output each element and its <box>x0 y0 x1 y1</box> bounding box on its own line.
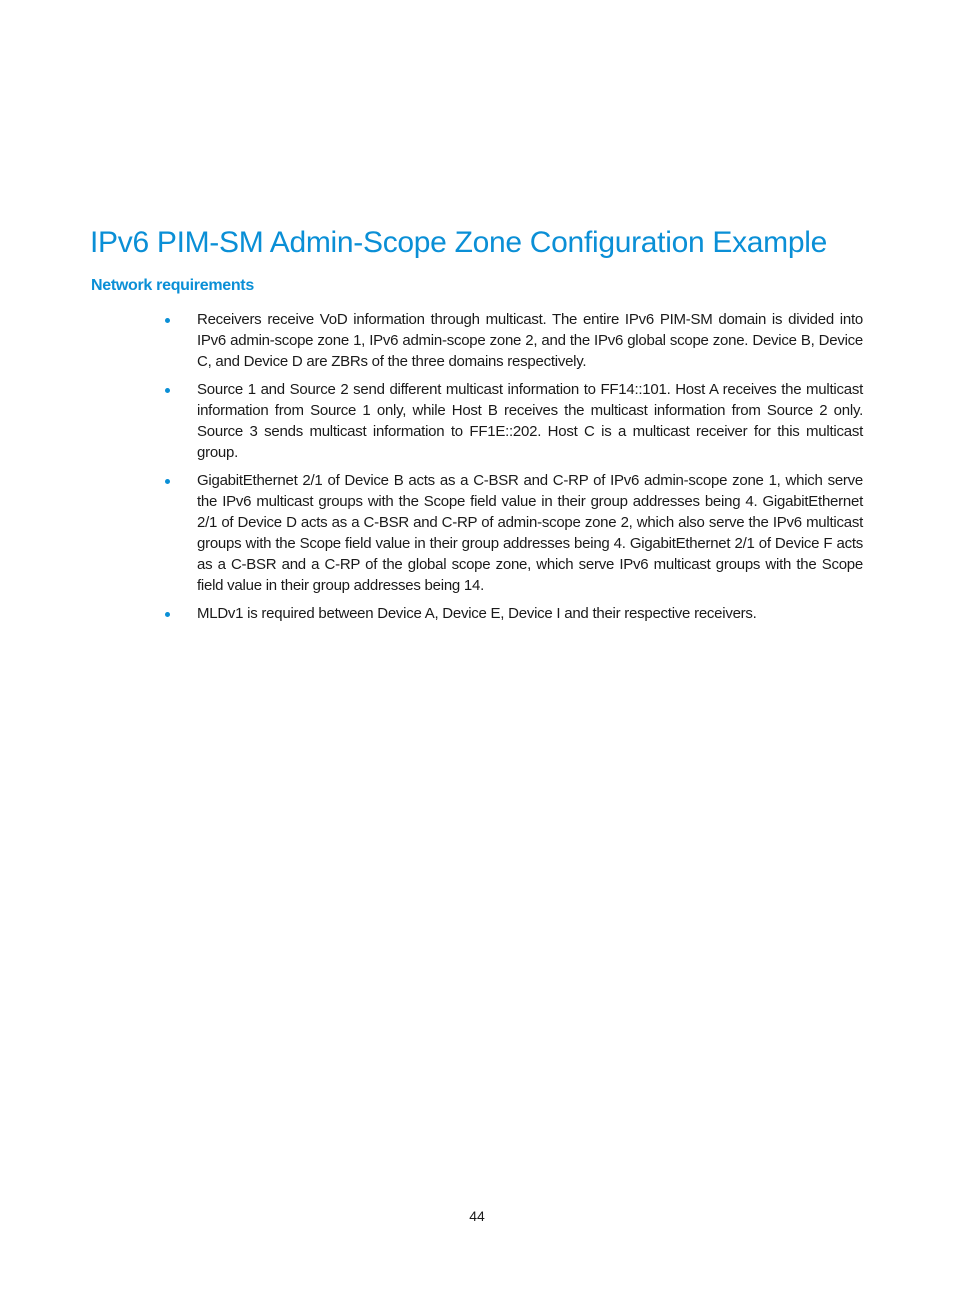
list-item-text: Receivers receive VoD information through multicast. The entire IPv6 PIM-SM domain is divided into IPv6 admin-scope zone 1, IPv6 admin-scope zone 2, and the IPv6 global scope zone. Device B, Device C, and Device D are ZBRs of the three domains respectively. <box>197 311 863 370</box>
requirements-list <box>160 309 863 631</box>
bullet-dot-icon <box>165 388 170 393</box>
list-item <box>160 379 863 463</box>
page-title: IPv6 PIM-SM Admin-Scope Zone Configuration Example <box>90 226 828 259</box>
page-number: 44 <box>469 1208 485 1224</box>
list-item-text: GigabitEthernet 2/1 of Device B acts as a C-BSR and C-RP of IPv6 admin-scope zone 1, which serve the IPv6 multicast groups with the Scope field value in their group addresses being 4. GigabitEthernet 2/1 of Device D acts as a C-BSR and C-RP of admin-scope zone 2, which also serve the IPv6 multicast groups with the Scope field value in their group addresses being 4. GigabitEthernet 2/1 of Device F acts as a C-BSR and a C-RP of the global scope zone, which serve IPv6 multicast groups with the Scope field value in their group addresses being 14. <box>197 472 863 594</box>
bullet-dot-icon <box>165 318 170 323</box>
list-item <box>160 603 863 624</box>
section-heading-network-requirements: Network requirements <box>91 277 254 294</box>
list-item <box>160 309 863 372</box>
bullet-dot-icon <box>165 612 170 617</box>
bullet-dot-icon <box>165 479 170 484</box>
list-item-text: MLDv1 is required between Device A, Device E, Device I and their respective receivers. <box>197 605 757 622</box>
list-item <box>160 470 863 596</box>
list-item-text: Source 1 and Source 2 send different multicast information to FF14::101. Host A receives the multicast information from Source 1 only, while Host B receives the multicast information from Source 2 only. Source 3 sends multicast information to FF1E::202. Host C is a multicast receiver for this multicast group. <box>197 381 863 461</box>
